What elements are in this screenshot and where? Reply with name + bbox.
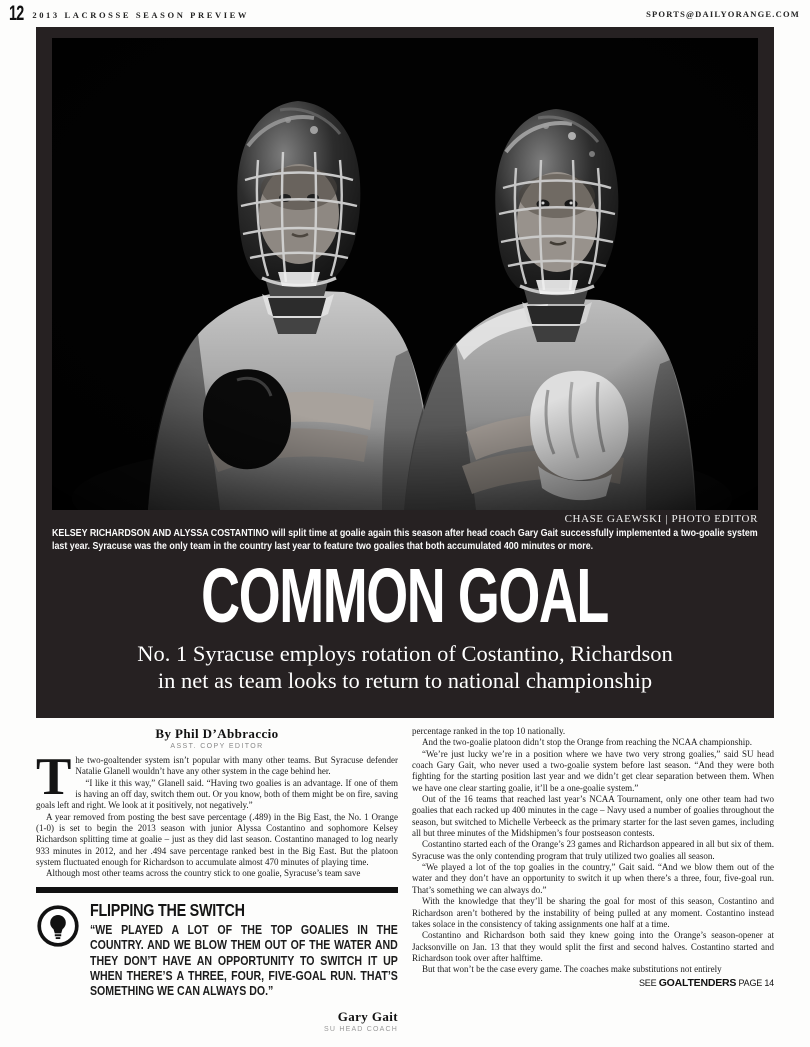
goalies-photo xyxy=(52,38,758,510)
pull-quote-heading: FLIPPING THE SWITCH xyxy=(90,899,245,920)
paragraph: Although most other teams across the country stick to one goalie, Syracuse’s team save xyxy=(46,868,361,879)
contact-email: SPORTS@DAILYORANGE.COM xyxy=(646,9,800,19)
page-number: 12 xyxy=(9,2,24,25)
paragraph: Out of the 16 teams that reached last year’s NCAA Tournament, only one other team had two goalies that each racked up 400 minutes in the cage – Navy used a number of goalies throughout the season, but switched to Michelle Verbeeck as the primary starter for the last seven games, including all but three minutes of the Midshipmen’s four postseason contests. xyxy=(412,794,774,839)
paragraph: The two-goaltender system isn’t popular with many other teams. But Syracuse defender Natalie Glanell wouldn’t have any other system in the cage behind her. xyxy=(36,748,398,806)
drop-cap: T xyxy=(36,748,72,806)
headline: COMMON GOAL xyxy=(201,553,609,639)
paragraph: Costantino and Richardson both said they knew going into the Orange’s season-opener at Jacksonville on Jan. 13 that they would split the first and second halves. Costantino started and Richardson took over after halftime. xyxy=(412,930,774,963)
photo-caption xyxy=(52,528,758,553)
paragraph: percentage ranked in the top 10 nationally. xyxy=(412,726,566,736)
article-body xyxy=(36,726,774,1047)
quote-source-title: SU HEAD COACH xyxy=(324,1025,398,1033)
subheadline-line1: No. 1 Syracuse employs rotation of Costantino, Richardson xyxy=(137,641,673,666)
paragraph: “I like it this way,” Glanell said. “Having two goalies is an advantage. If one of them is having an off day, switch them out. Or you know, both of them might be on fire, saving goals left and right. We look at it positively, not negatively.” xyxy=(36,777,398,811)
goalies-photo-illustration xyxy=(52,38,758,510)
caption-names: KELSEY RICHARDSON AND ALYSSA COSTANTINO xyxy=(52,528,269,539)
photo-credit: CHASE GAEWSKI | PHOTO EDITOR xyxy=(564,513,758,525)
paragraph: “We’re just lucky we’re in a position where we have two very strong goalies,” said SU head coach Gary Gait, who never used a two-goalie system before last season. “And they were both fighting for the starting position last year and we didn’t get clear separation between them. When we have one clear starting goalie, it’ll be a one-goalie system.” xyxy=(412,748,774,793)
masthead xyxy=(9,4,800,26)
byline-author: By Phil D’Abbraccio xyxy=(155,726,279,741)
feature-block xyxy=(36,27,774,718)
paragraph: A year removed from posting the best save percentage (.489) in the Big East, the No. 1 Orange (1-0) is set to begin the 2013 season with junior Alyssa Costantino and sophomore Kelsey Richardson splitting time at goalie – just as they did last season. Costantino managed to log nearly 933 minutes in 2012, and her .494 save percentage ranked best in the Big East. But the platoon system fluctuated enough for Richardson to accumulate almost 470 minutes of playing time. xyxy=(36,811,398,868)
paragraph: But that won’t be the case every game. The coaches make substitutions not entirely xyxy=(422,964,722,975)
paragraph: “We played a lot of the top goalies in the country,” Gait said. “And we blow them out of the water and they don’t have an opportunity to switch it up when there’s a three, four, five-goal run. That’s something we can always do.” xyxy=(412,862,774,895)
subheadline-line2: in net as team looks to return to national championship xyxy=(157,667,653,693)
quote-source-name: Gary Gait xyxy=(337,1008,398,1024)
pull-quote-text: “WE PLAYED A LOT OF THE TOP GOALIES IN THE COUNTRY. AND WE BLOW THEM OUT OF THE WATER AND THEY DON’T HAVE AN OPPORTUNITY TO SWITCH IT UP WHEN THERE’S A THREE, FOUR, FIVE-GOAL RUN. THAT’S SOMETHING WE CAN ALWAYS DO.” xyxy=(90,922,398,999)
paragraph: Costantino started each of the Orange’s 23 games and Richardson appeared in all but six of them. Syracuse was the only contending program that truly utilized two goalies all season. xyxy=(412,839,774,861)
pull-quote-attribution xyxy=(90,1009,398,1033)
continuation-line: SEE GOALTENDERS PAGE 14 xyxy=(638,976,774,989)
article-column-left xyxy=(36,726,398,1047)
subheadline xyxy=(36,641,774,694)
caption-text: will split time at goalie again this season after head coach Gary Gait successfully implemented a two-goalie system last year. Syracuse was the only team in the country last year to feature two goalies that both accumulated 400 minutes or more. xyxy=(52,528,758,552)
paragraph: And the two-goalie platoon didn’t stop the Orange from reaching the NCAA championship. xyxy=(422,737,753,748)
byline-role: ASST. COPY EDITOR xyxy=(170,743,264,750)
section-rule xyxy=(36,887,398,893)
continuation-slug: GOALTENDERS xyxy=(658,976,737,989)
byline xyxy=(36,726,398,750)
lightbulb-icon xyxy=(36,901,82,1033)
paragraph: With the knowledge that they’ll be sharing the goal for most of this season, Costantino and Richardson aren’t bothered by the instability of being pulled at any moment. Costantino instead takes solace in the consistency of taking assignments one half at a time. xyxy=(412,896,774,929)
article-column-right xyxy=(412,726,774,1047)
section-title: 2013 LACROSSE SEASON PREVIEW xyxy=(32,10,249,20)
pull-quote-box xyxy=(36,901,398,1033)
